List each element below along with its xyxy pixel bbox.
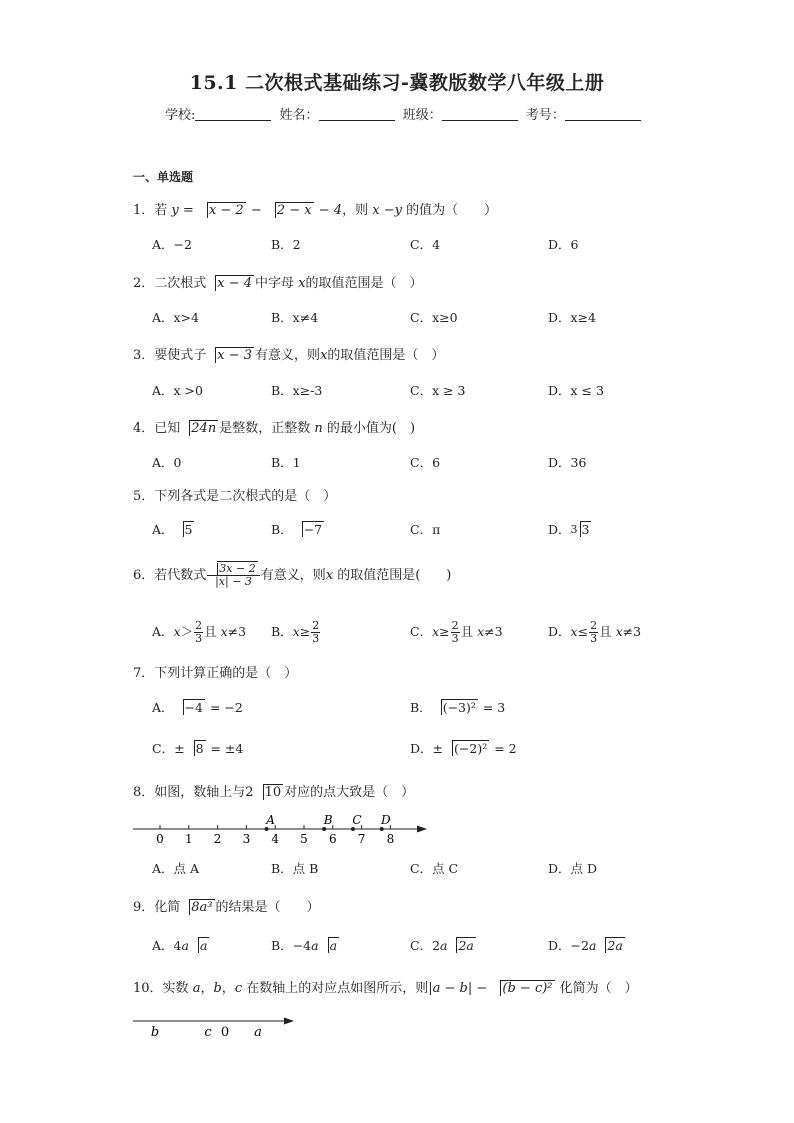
exam-label: 考号：	[525, 108, 565, 123]
q8-text-a: 8．如图，数轴上与	[133, 785, 246, 800]
q8-point-A	[265, 827, 269, 831]
q8-tick-label-3: 3	[242, 832, 251, 846]
class-label: 班级：	[402, 108, 442, 123]
q2-option-c[interactable]: C．x≥0	[410, 310, 458, 325]
q6-c-label: C．	[410, 624, 433, 639]
q5-b-label: B．	[271, 522, 293, 537]
question-8: 8．如图，数轴上与2 10 对应的点大致是（ ）	[133, 785, 415, 800]
section-heading: 一、单选题	[133, 170, 194, 184]
question-9	[133, 896, 320, 915]
q3-var: x	[320, 348, 328, 363]
q5-d-label: D．	[548, 522, 571, 537]
q10-label-zero: 0	[220, 1025, 230, 1040]
q7-option-b[interactable]: B． (−3)² = 3	[410, 700, 506, 715]
q8-point-label-B: B	[323, 813, 333, 827]
exam-blank[interactable]	[565, 108, 641, 121]
q4-text-c: 的最小值为( )	[326, 421, 416, 436]
q10-vars: a	[192, 981, 201, 996]
q4-option-c[interactable]: C．6	[410, 455, 441, 470]
q6-option-d[interactable]: D．x≤ $\frac{2}{3}$ 且 x≠3	[548, 619, 642, 645]
q9-a-label: A．	[152, 938, 174, 953]
q3-option-a[interactable]: A．x >0	[152, 383, 203, 398]
q5-a-radical: 5	[174, 522, 195, 537]
q9-d-label: D．	[548, 938, 571, 953]
page-title: 15.1 二次根式基础练习-冀教版数学八年级上册	[189, 72, 605, 94]
q2-text-b: 中字母	[255, 276, 295, 291]
q8-tick-label-1: 1	[184, 832, 193, 846]
q6-text-b: 有意义，则	[260, 568, 326, 583]
q6-text-a: 6．若代数式	[133, 568, 207, 583]
q4-var: n	[314, 421, 323, 436]
q9-option-a[interactable]: A．4a a	[152, 938, 208, 953]
q7-option-d[interactable]: D．± (−2)² = 2	[410, 741, 517, 756]
q6-option-a[interactable]: A．x＞ $\frac{2}{3}$ 且 x≠3	[152, 619, 247, 645]
q10-label-b: b	[150, 1025, 160, 1040]
q9-c-label: C．	[410, 938, 433, 953]
q3-option-b[interactable]: B．x≥-3	[271, 383, 323, 398]
q3-option-c[interactable]: C．x ≥ 3	[410, 383, 466, 398]
q4-text-b: 是整数，正整数	[219, 421, 311, 436]
q8-option-a[interactable]: A．点 A	[152, 861, 200, 876]
q10-text-c: 化简为（ ）	[559, 981, 638, 996]
q5-option-d[interactable]	[548, 520, 592, 538]
q1-option-d[interactable]: D．6	[548, 237, 579, 252]
q6-fraction: $\frac{3x - 2}{|x| - 3}$	[207, 563, 259, 588]
q5-d-cuberoot: 3 3	[570, 522, 590, 537]
q8-point-label-D: D	[380, 813, 391, 827]
q1-expr: x −y	[372, 203, 402, 218]
q1-option-c[interactable]: C．4	[410, 237, 441, 252]
q5-option-c[interactable]: C．π	[410, 522, 441, 537]
school-blank[interactable]	[195, 108, 271, 121]
q10-text-b: 在数轴上的对应点如图所示，则	[246, 981, 429, 996]
q2-option-a[interactable]: A．x>4	[152, 310, 200, 325]
q6-a-label: A．	[152, 624, 174, 639]
q4-option-a[interactable]: A．0	[152, 455, 182, 470]
q5-b-radical: −7	[293, 522, 324, 537]
question-4	[133, 417, 415, 436]
q7-option-a[interactable]: A． −4 = −2	[152, 700, 243, 715]
q3-text-b: 有意义，则	[255, 348, 321, 363]
q3-option-d[interactable]: D．x ≤ 3	[548, 383, 604, 398]
q8-radical: 10	[254, 785, 284, 800]
q10-label-c: c	[204, 1025, 212, 1040]
question-10: 10．实数 a，b，c 在数轴上的对应点如图所示，则|a − b| − (b − c)² 化简为（ ）	[133, 981, 638, 996]
school-label: 学校:	[165, 108, 196, 123]
q1-option-a[interactable]: A．−2	[152, 237, 192, 252]
q6-text-c: 的取值范围是( )	[337, 568, 452, 583]
q9-option-b[interactable]: B．−4a a	[271, 938, 338, 953]
q2-option-b[interactable]: B．x≠4	[271, 310, 319, 325]
q10-label-a: a	[254, 1025, 262, 1040]
name-blank[interactable]	[319, 108, 395, 121]
q10-arrow	[284, 1018, 294, 1025]
q4-text-a: 4．已知	[133, 421, 181, 436]
q1-prefix: 1．若	[133, 203, 168, 218]
q1-mid: ，则	[342, 203, 369, 218]
q4-radical: 24n	[180, 421, 218, 436]
question-5: 5．下列各式是二次根式的是（ ）	[133, 489, 337, 504]
q8-option-b[interactable]: B．点 B	[271, 861, 319, 876]
q8-point-label-C: C	[352, 813, 362, 827]
q9-option-d[interactable]: D．−2a 2a	[548, 938, 623, 953]
class-blank[interactable]	[442, 108, 518, 121]
q1-formula: y = x − 2 − 2 − x − 4	[171, 203, 343, 218]
q7-option-c[interactable]: C．± 8 = ±4	[152, 741, 244, 756]
q8-tick-label-2: 2	[213, 832, 222, 846]
q2-option-d[interactable]: D．x≥4	[548, 310, 596, 325]
name-label: 姓名：	[279, 108, 319, 123]
q8-point-label-A: A	[266, 813, 275, 827]
q8-point-B	[322, 827, 326, 831]
question-1	[133, 199, 497, 218]
q7-d-label: D．	[410, 741, 433, 756]
question-7: 7．下列计算正确的是（ ）	[133, 666, 298, 681]
q9-radical: 8a³	[180, 900, 214, 915]
q7-c-label: C．	[152, 741, 175, 756]
question-3	[133, 344, 444, 363]
q8-number-line	[133, 810, 433, 850]
q8-point-C	[351, 827, 355, 831]
q1-tail: 的值为（ ）	[406, 203, 498, 218]
q8-option-c[interactable]: C．点 C	[410, 861, 459, 876]
student-info-line	[165, 104, 645, 123]
q6-option-b[interactable]: B．x≥ $\frac{2}{3}$	[271, 619, 320, 645]
q10-radical: (b − c)²	[491, 981, 554, 996]
q4-option-d[interactable]: D．36	[548, 455, 587, 470]
q3-text-a: 3．要使式子	[133, 348, 207, 363]
q8-tick-label-5: 5	[300, 832, 308, 846]
q2-text-a: 2．二次根式	[133, 276, 207, 291]
q7-a-label: A．	[152, 700, 174, 715]
q5-a-label: A．	[152, 522, 174, 537]
q6-b-label: B．	[271, 624, 293, 639]
q6-d-label: D．	[548, 624, 571, 639]
q3-radical: x − 3	[206, 348, 254, 363]
q2-radical: x − 4	[206, 276, 254, 291]
q3-text-c: 的取值范围是（ ）	[327, 348, 445, 363]
q10-expr: |a − b| −	[428, 981, 492, 996]
q5-option-b[interactable]	[271, 520, 325, 538]
q6-var: x	[325, 568, 334, 583]
q5-option-a[interactable]	[152, 520, 195, 538]
q2-var: x	[298, 276, 306, 291]
question-2	[133, 272, 423, 291]
q8-tick-label-8: 8	[386, 832, 395, 846]
q10-number-line	[133, 1010, 303, 1044]
q7-b-label: B．	[410, 700, 432, 715]
q8-tick-label-7: 7	[357, 832, 366, 846]
q8-tick-label-4: 4	[271, 832, 280, 846]
q8-tick-label-0: 0	[156, 832, 164, 846]
q9-text-a: 9．化简	[133, 900, 181, 915]
question-6	[133, 563, 451, 588]
q6-option-c[interactable]: C．x≥ $\frac{2}{3}$ 且 x≠3	[410, 619, 503, 645]
q1-option-b[interactable]: B．2	[271, 237, 301, 252]
q9-b-label: B．	[271, 938, 293, 953]
q10-text-a: 10．实数	[133, 981, 189, 996]
q8-text-b: 对应的点大致是（ ）	[284, 785, 415, 800]
q8-option-d[interactable]: D．点 D	[548, 861, 598, 876]
q8-arrow	[417, 826, 427, 833]
q4-option-b[interactable]: B．1	[271, 455, 301, 470]
q9-option-c[interactable]: C．2a 2a	[410, 938, 474, 953]
q8-tick-label-6: 6	[328, 832, 337, 846]
q8-point-D	[380, 827, 384, 831]
q2-text-c: 的取值范围是（ ）	[305, 276, 423, 291]
q9-text-b: 的结果是（ ）	[215, 900, 320, 915]
